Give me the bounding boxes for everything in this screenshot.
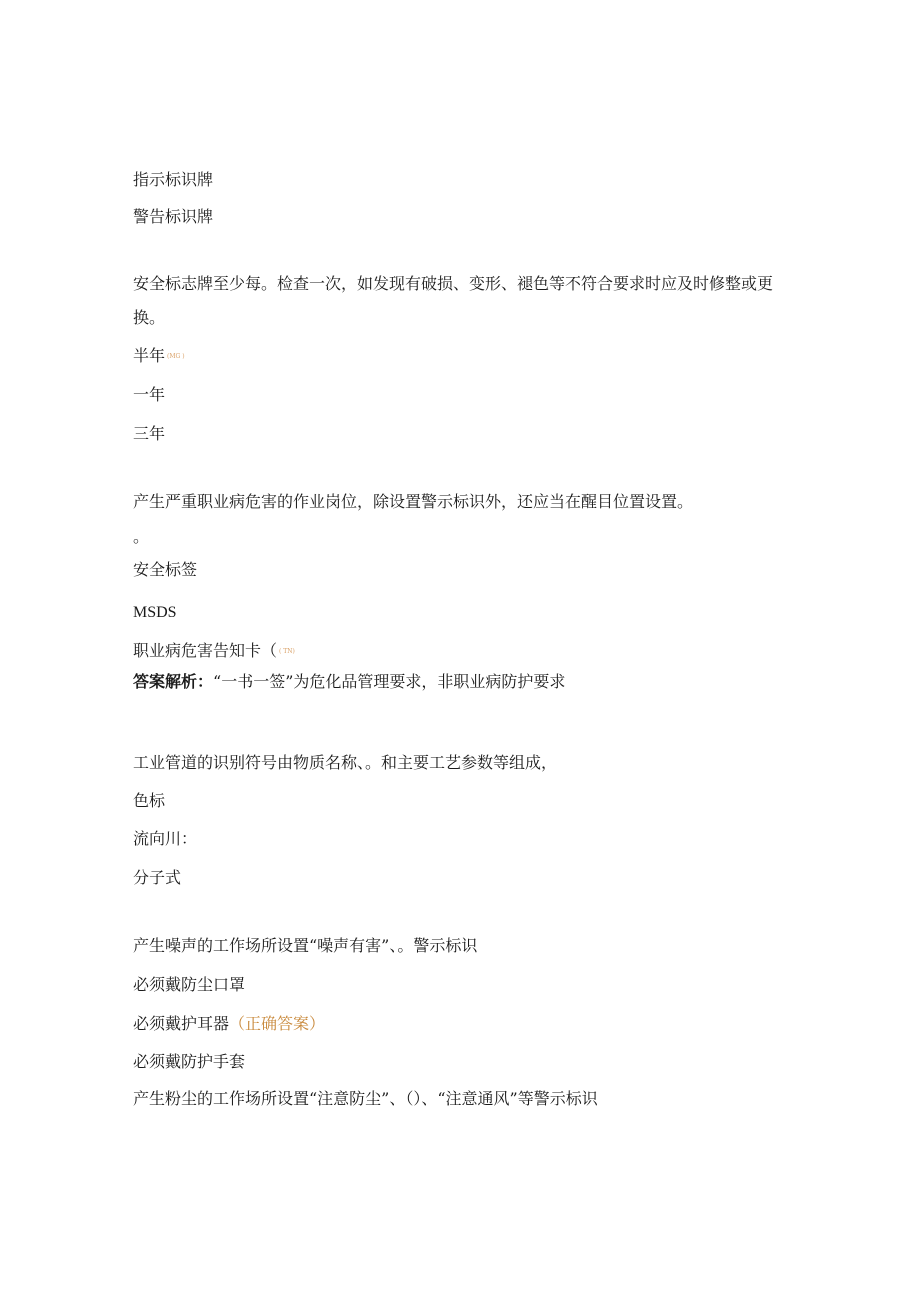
option-indicator-sign: 指示标识牌	[133, 170, 214, 189]
answer-analysis	[133, 672, 565, 692]
option-gloves: 必须戴防护手套	[133, 1052, 246, 1071]
option-text: 必须戴护耳器	[133, 1014, 230, 1033]
option-msds: MSDS	[133, 604, 177, 621]
option-half-year	[133, 346, 185, 367]
question-noise-sign: 产生噪声的工作场所设置“噪声有害”、。警示标识	[133, 936, 478, 955]
question-dot: 。	[133, 527, 150, 546]
option-text: 职业病危害告知卡（	[133, 641, 278, 660]
answer-mark: ( TN)	[279, 647, 295, 655]
option-molecular-formula: 分子式	[133, 868, 182, 887]
correct-answer-mark: （正确答案）	[229, 1014, 326, 1033]
option-flow-direction: 流向川：	[133, 829, 198, 848]
question-occupational-hazard: 产生严重职业病危害的作业岗位，除设置警示标识外，还应当在醒目位置设置。	[133, 492, 694, 511]
question-pipeline-symbol: 工业管道的识别符号由物质名称、。和主要工艺参数等组成，	[133, 753, 558, 772]
option-three-years: 三年	[133, 424, 166, 443]
option-text: 半年	[133, 346, 166, 365]
option-one-year: 一年	[133, 385, 166, 404]
option-ear-protector	[133, 1014, 325, 1034]
answer-mark: (MG )	[167, 352, 185, 360]
question-dust-sign: 产生粉尘的工作场所设置“注意防尘”、（）、“注意通风”等警示标识	[133, 1089, 598, 1108]
option-dust-mask: 必须戴防尘口罩	[133, 975, 246, 994]
option-color-mark: 色标	[133, 791, 166, 810]
option-hazard-notice-card	[133, 641, 295, 662]
option-warning-sign: 警告标识牌	[133, 207, 214, 226]
analysis-text: “一书一签”为危化品管理要求，非职业病防护要求	[213, 672, 566, 691]
analysis-label: 答案解析：	[133, 672, 214, 691]
option-safety-label: 安全标签	[133, 560, 198, 579]
question-sign-inspection: 安全标志牌至少每。检查一次，如发现有破损、变形、褪色等不符合要求时应及时修整或更换。	[133, 274, 774, 327]
